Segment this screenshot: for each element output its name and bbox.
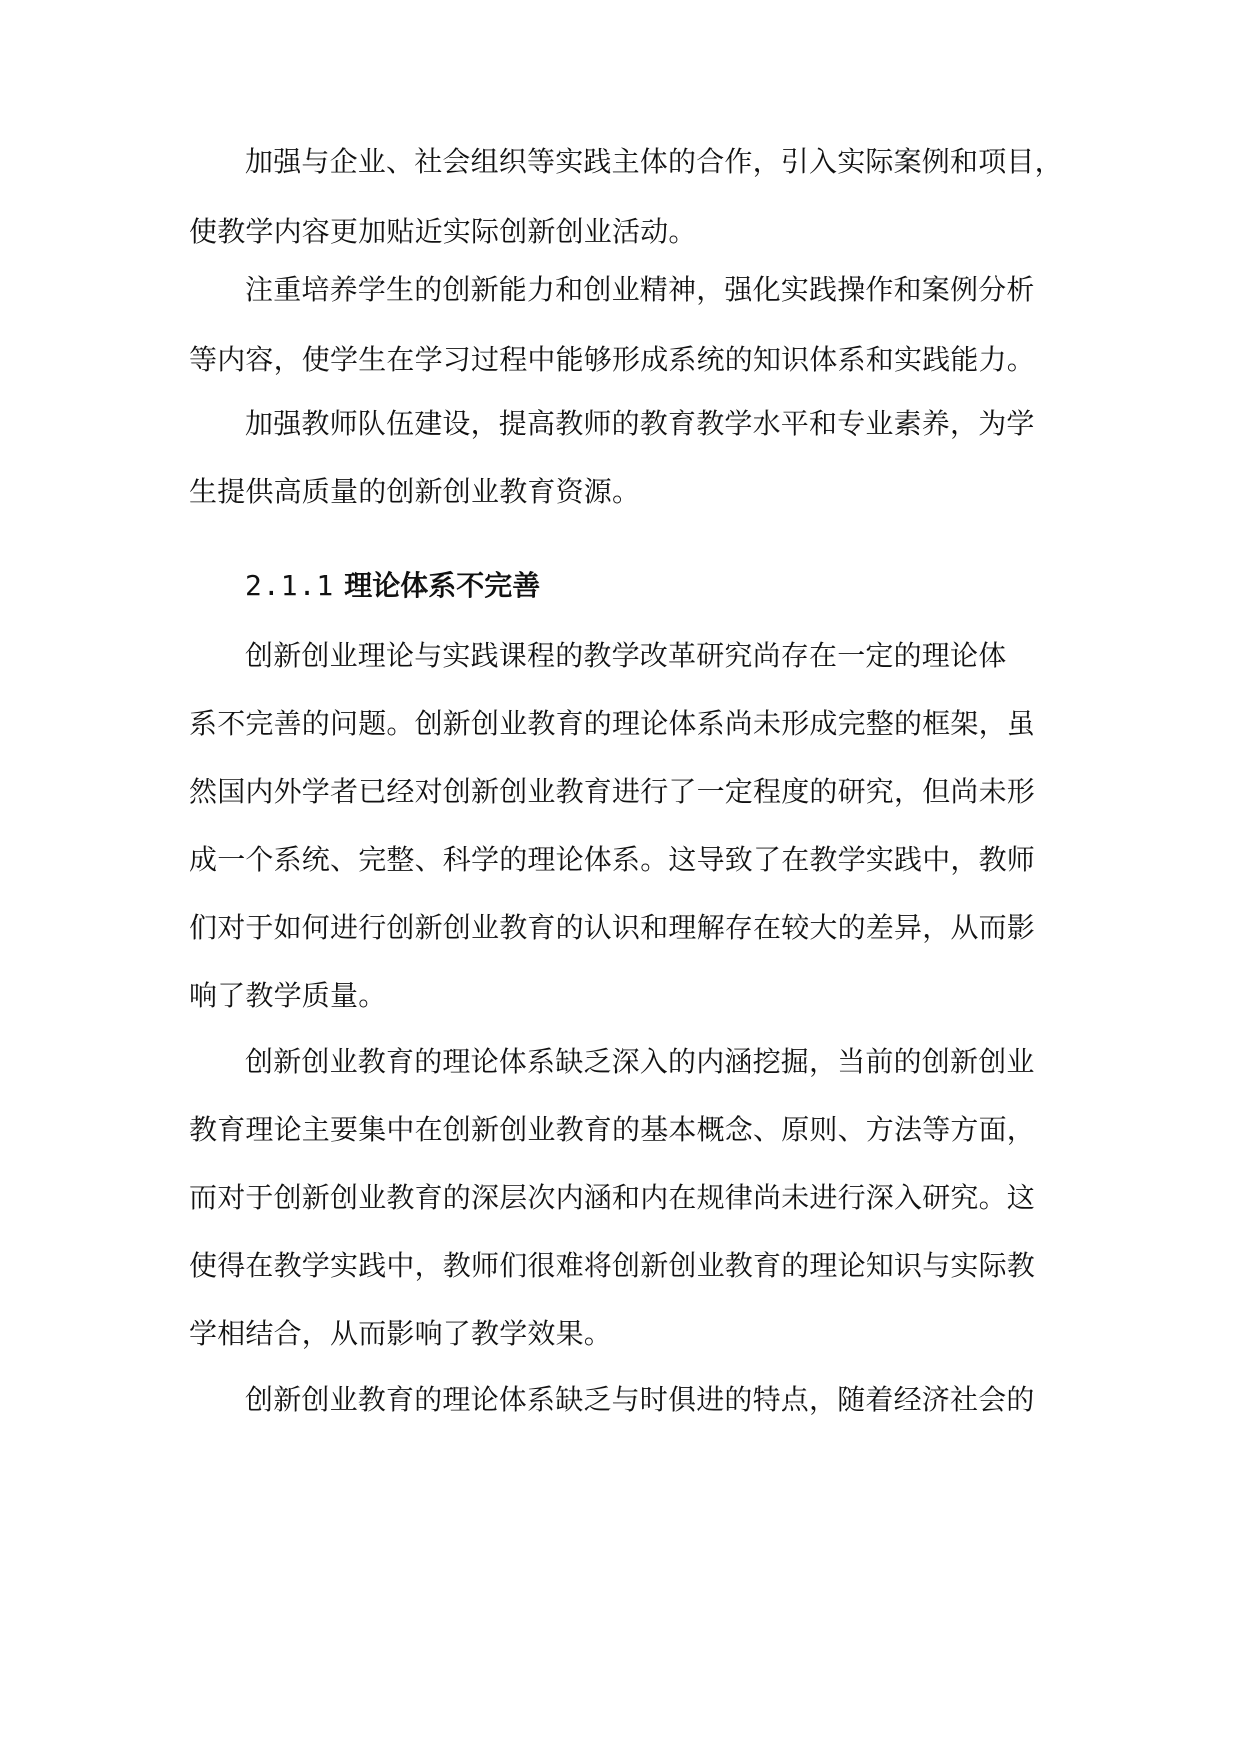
paragraph-line: 创新创业教育的理论体系缺乏与时俱进的特点，随着经济社会的: [245, 1383, 1035, 1416]
paragraph-line: 加强教师队伍建设，提高教师的教育教学水平和专业素养，为学: [245, 407, 1035, 440]
paragraph-line: 响了教学质量。: [189, 979, 387, 1012]
paragraph-line: 生提供高质量的创新创业教育资源。: [189, 475, 641, 508]
paragraph-line: 而对于创新创业教育的深层次内涵和内在规律尚未进行深入研究。这: [189, 1181, 1036, 1214]
paragraph-line: 们对于如何进行创新创业教育的认识和理解存在较大的差异，从而影: [189, 911, 1036, 944]
paragraph-line: 使得在教学实践中，教师们很难将创新创业教育的理论知识与实际教: [189, 1249, 1036, 1282]
paragraph-line: 使教学内容更加贴近实际创新创业活动。: [189, 215, 697, 248]
paragraph-line: 成一个系统、完整、科学的理论体系。这导致了在教学实践中，教师: [189, 843, 1036, 876]
paragraph-line: 加强与企业、社会组织等实践主体的合作，引入实际案例和项目，: [245, 145, 1063, 178]
paragraph-line: 创新创业理论与实践课程的教学改革研究尚存在一定的理论体: [245, 639, 1007, 672]
paragraph-line: 然国内外学者已经对创新创业教育进行了一定程度的研究，但尚未形: [189, 775, 1036, 808]
paragraph-line: 系不完善的问题。创新创业教育的理论体系尚未形成完整的框架，虽: [189, 707, 1036, 740]
paragraph-line: 创新创业教育的理论体系缺乏深入的内涵挖掘，当前的创新创业: [245, 1045, 1035, 1078]
paragraph-line: 等内容，使学生在学习过程中能够形成系统的知识体系和实践能力。: [189, 343, 1036, 376]
section-number: 2.1.1: [245, 569, 335, 602]
paragraph-line: 注重培养学生的创新能力和创业精神，强化实践操作和案例分析: [245, 273, 1035, 306]
paragraph-line: 教育理论主要集中在创新创业教育的基本概念、原则、方法等方面，: [189, 1113, 1036, 1146]
paragraph-line: 学相结合，从而影响了教学效果。: [189, 1317, 613, 1350]
section-heading: [245, 566, 540, 606]
section-title: 理论体系不完善: [344, 569, 541, 602]
